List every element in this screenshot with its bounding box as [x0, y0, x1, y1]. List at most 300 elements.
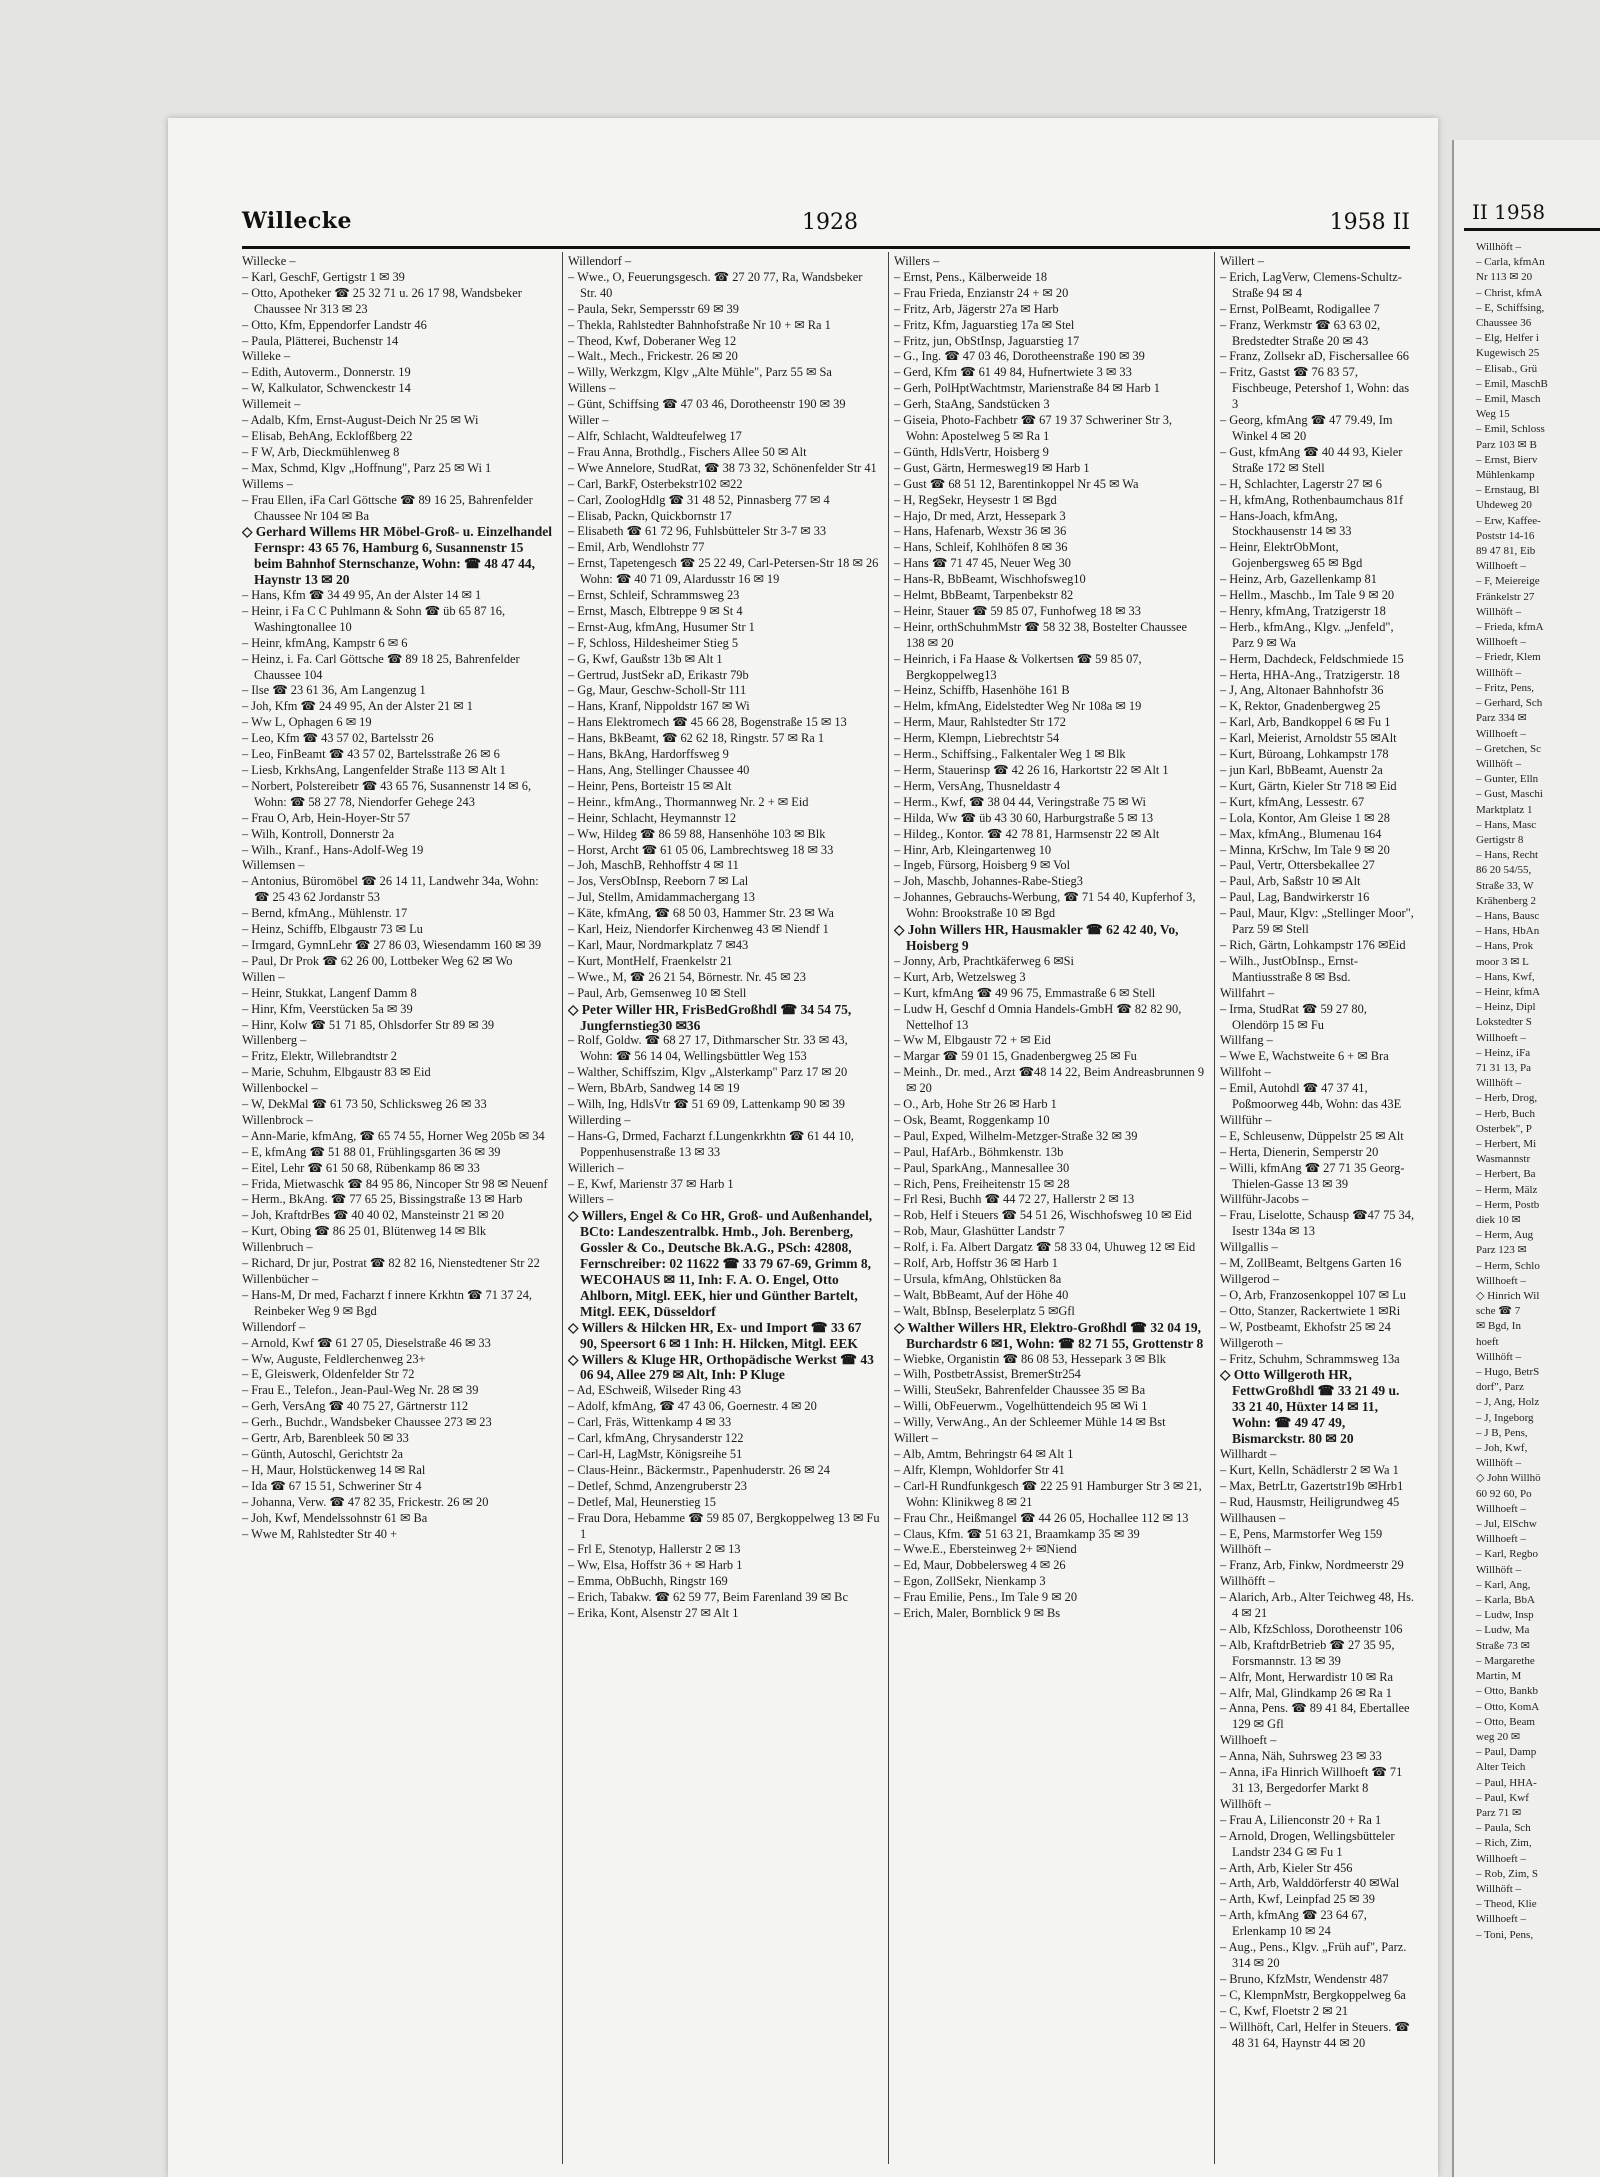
adjacent-entry: Wasmannstr: [1476, 1153, 1531, 1166]
directory-entry: – Anna, Pens. ☎ 89 41 84, Ebertallee 129 ✉ Gfl: [1220, 1701, 1410, 1732]
directory-entry: – Gertrud, JustSekr aD, Erikastr 79b: [568, 667, 749, 682]
adjacent-entry: – Gretchen, Sc: [1476, 742, 1542, 755]
directory-entry: – Fritz, Schuhm, Schrammsweg 13a: [1220, 1351, 1400, 1366]
adjacent-entry: sche ☎ 7: [1476, 1305, 1521, 1318]
directory-column-3: [894, 254, 1206, 2164]
directory-entry: – Gust ☎ 68 51 12, Barentinkoppel Nr 45 ✉ Wa: [894, 476, 1139, 491]
directory-entry: – J, Ang, Altonaer Bahnhofstr 36: [1220, 683, 1384, 698]
surname-heading: Willenbockel –: [242, 1081, 318, 1096]
directory-entry: – Eitel, Lehr ☎ 61 50 68, Rübenkamp 86 ✉ 33: [242, 1160, 480, 1175]
directory-entry: – Alfr, Schlacht, Waldteufelweg 17: [568, 428, 742, 443]
directory-entry: – Rich, Pens, Freiheitenstr 15 ✉ 28: [894, 1176, 1070, 1191]
directory-entry: – Karl, Meierist, Arnoldstr 55 ✉Alt: [1220, 731, 1397, 746]
adjacent-entry: – Erw, Kaffee-: [1476, 514, 1541, 527]
directory-entry: – Hajo, Dr med, Arzt, Hessepark 3: [894, 508, 1066, 523]
directory-entry: – Ww L, Ophagen 6 ✉ 19: [242, 715, 372, 730]
adjacent-entry: Nr 113 ✉ 20: [1476, 271, 1533, 284]
directory-entry: – Herm, VersAng, Thusneldastr 4: [894, 778, 1061, 793]
directory-entry: – Kurt, Büroang, Lohkampstr 178: [1220, 747, 1389, 762]
adjacent-entry: – Rob, Zim, S: [1476, 1867, 1539, 1880]
directory-entry: – Kurt, Obing ☎ 86 25 01, Blütenweg 14 ✉ Blk: [242, 1224, 487, 1239]
adjacent-entry: – Elg, Helfer i: [1476, 332, 1539, 345]
directory-entry: – Hans, Kfm ☎ 34 49 95, An der Alster 14 ✉ 1: [242, 588, 482, 603]
directory-entry: – Ernst-Aug, kfmAng, Husumer Str 1: [568, 619, 755, 634]
directory-entry: – H, Schlachter, Lagerstr 27 ✉ 6: [1220, 476, 1382, 491]
adjacent-entry: – Jul, ElSchw: [1476, 1518, 1537, 1531]
directory-entry: – Ww M, Elbgaustr 72 + ✉ Eid: [894, 1033, 1051, 1048]
directory-entry: – Ernst, Tapetengesch ☎ 25 22 49, Carl-Petersen-Str 18 ✉ 26 Wohn: ☎ 40 71 09, Alardusstr 16 ✉ 19: [568, 556, 879, 587]
adjacent-entry: ◇ Hinrich Wil: [1476, 1290, 1540, 1303]
adjacent-entry: – Hans, Bausc: [1476, 909, 1540, 922]
directory-entry: – jun Karl, BbBeamt, Auenstr 2a: [1220, 763, 1383, 777]
adjacent-entry: Willhöft –: [1476, 1457, 1522, 1470]
directory-entry: – Hans-M, Dr med, Facharzt f innere Krkhtn ☎ 71 37 24, Reinbeker Weg 9 ✉ Bgd: [242, 1287, 533, 1318]
directory-entry: – Herm., BkAng. ☎ 77 65 25, Bissingstraße 13 ✉ Harb: [242, 1192, 523, 1207]
directory-entry: – Hellm., Maschb., Im Tale 9 ✉ 20: [1220, 588, 1395, 603]
adjacent-entry: – Paula, Sch: [1476, 1822, 1531, 1835]
directory-entry: – Gertr, Arb, Barenbleek 50 ✉ 33: [242, 1431, 409, 1446]
directory-entry: – Franz, Zollsekr aD, Fischersallee 66: [1220, 349, 1409, 364]
directory-entry: – Liesb, KrkhsAng, Langenfelder Straße 113 ✉ Alt 1: [242, 763, 506, 777]
directory-entry: – Max, kfmAng., Blumenau 164: [1220, 826, 1382, 841]
directory-entry: – Adolf, kfmAng, ☎ 47 43 06, Goernestr. 4 ✉ 20: [568, 1399, 817, 1414]
adjacent-entry: Parz 103 ✉ B: [1476, 438, 1537, 451]
adjacent-entry: diek 10 ✉: [1476, 1214, 1521, 1226]
directory-entry: – Henry, kfmAng, Tratzigerstr 18: [1220, 603, 1386, 618]
directory-entry: – Arth, Kwf, Leinpfad 25 ✉ 39: [1220, 1892, 1375, 1907]
directory-entry: – Alfr, Mont, Herwardistr 10 ✉ Ra: [1220, 1669, 1394, 1684]
directory-entry: – Hinr, Kolw ☎ 51 71 85, Ohlsdorfer Str 89 ✉ 39: [242, 1017, 495, 1032]
directory-entry: – Alfr, Mal, Glindkamp 26 ✉ Ra 1: [1220, 1685, 1392, 1700]
directory-entry: – Ludw H, Geschf d Omnia Handels-GmbH ☎ 82 82 90, Nettelhof 13: [894, 1001, 1182, 1032]
surname-heading: Willers –: [894, 254, 940, 268]
surname-heading: Willerding –: [568, 1112, 631, 1127]
adjacent-entry: – Ernstaug, Bl: [1476, 484, 1540, 497]
directory-entry: ◇ Willers & Hilcken HR, Ex- und Import ☎ 33 67 90, Speersort 6 ✉ 1 Inh: H. Hilcken, Mitgl. EEK: [568, 1319, 862, 1351]
directory-entry: – E, Gleiswerk, Oldenfelder Str 72: [242, 1367, 415, 1382]
adjacent-entry: Willhöft –: [1476, 241, 1522, 253]
directory-entry: – H, Maur, Holstückenweg 14 ✉ Ral: [242, 1462, 426, 1477]
surname-heading: Willhöfft –: [1220, 1574, 1275, 1589]
adjacent-entry: Willhoeft –: [1476, 1913, 1526, 1926]
directory-entry: – Wwe., O, Feuerungsgesch. ☎ 27 20 77, Ra, Wandsbeker Str. 40: [568, 269, 863, 300]
directory-entry: – Kurt, kfmAng, Lessestr. 67: [1220, 794, 1365, 809]
directory-entry: – Helm, kfmAng, Eidelstedter Weg Nr 108a ✉ 19: [894, 699, 1142, 714]
directory-entry: ◇ Willers & Kluge HR, Orthopädische Werkst ☎ 43 06 94, Allee 279 ✉ Alt, Inh: P Kluge: [568, 1351, 874, 1383]
directory-entry: – Paula, Plätterei, Buchenstr 14: [242, 333, 399, 348]
directory-entry: – Detlef, Mal, Heunerstieg 15: [568, 1494, 716, 1509]
directory-entry: – Wwe., M, ☎ 26 21 54, Börnestr. Nr. 45 ✉ 23: [568, 969, 806, 984]
directory-entry: – Frl Resi, Buchh ☎ 44 72 27, Hallerstr 2 ✉ 13: [894, 1192, 1135, 1207]
surname-heading: Willhöft –: [1220, 1796, 1271, 1811]
surname-heading: Willhoeft –: [1220, 1733, 1277, 1748]
adjacent-entry: Poststr 14-16: [1476, 529, 1535, 542]
adjacent-entry: Willhoeft –: [1476, 560, 1526, 573]
adjacent-entry: – Emil, Schloss: [1476, 423, 1545, 436]
directory-entry: – Ad, ESchweiß, Wilseder Ring 43: [568, 1383, 742, 1398]
adjacent-entry: Uhdeweg 20: [1476, 499, 1532, 512]
directory-entry: – Kurt, Kelln, Schädlerstr 2 ✉ Wa 1: [1220, 1462, 1399, 1477]
header-year-part: 1958 II: [1329, 210, 1410, 235]
adjacent-entry: Willhoeft –: [1476, 727, 1526, 740]
adjacent-entry: Willhoeft –: [1476, 636, 1526, 649]
directory-entry: – Frau A, Lilienconstr 20 + Ra 1: [1220, 1812, 1382, 1827]
directory-entry: – Wilh, PostbetrAssist, BremerStr254: [894, 1367, 1081, 1382]
surname-heading: Willfoht –: [1220, 1065, 1271, 1080]
directory-entry: – Franz, Werkmstr ☎ 63 63 02, Bredstedter Straße 20 ✉ 43: [1220, 317, 1381, 348]
directory-entry: – Frau Anna, Brothdlg., Fischers Allee 50 ✉ Alt: [568, 444, 807, 459]
adjacent-entry: Martin, M: [1476, 1670, 1522, 1683]
directory-entry: – Fritz, Arb, Jägerstr 27a ✉ Harb: [894, 301, 1059, 316]
directory-entry: – Hans, BkAng, Hardorffsweg 9: [568, 747, 729, 762]
directory-entry: – Osk, Beamt, Roggenkamp 10: [894, 1112, 1050, 1127]
directory-entry: – Carl-H Rundfunkgesch ☎ 22 25 91 Hamburger Str 3 ✉ 21, Wohn: Klinikweg 8 ✉ 21: [894, 1478, 1202, 1509]
directory-entry: – G., Ing. ☎ 47 03 46, Dorotheenstraße 190 ✉ 39: [894, 349, 1145, 364]
directory-entry: – Carl, ZoologHdlg ☎ 31 48 52, Pinnasberg 77 ✉ 4: [568, 492, 830, 507]
surname-heading: Willgeroth –: [1220, 1335, 1283, 1350]
directory-entry: – Frau Dora, Hebamme ☎ 59 85 07, Bergkoppelweg 13 ✉ Fu 1: [568, 1510, 880, 1541]
adjacent-entry: – Herb, Drog,: [1476, 1092, 1538, 1105]
directory-entry: – Willi, ObFeuerwm., Vogelhüttendeich 95 ✉ Wi 1: [894, 1399, 1148, 1414]
surname-heading: Willert –: [894, 1431, 938, 1446]
directory-entry: – Irma, StudRat ☎ 59 27 80, Olendörp 15 ✉ Fu: [1220, 1001, 1367, 1032]
directory-entry: – Hans, Schleif, Kohlhöfen 8 ✉ 36: [894, 540, 1068, 555]
directory-column-2: [568, 254, 880, 2164]
surname-heading: Willhardt –: [1220, 1446, 1277, 1461]
directory-entry: – Heinr, Schlacht, Heymannstr 12: [568, 810, 737, 825]
directory-entry: – Max, BetrLtr, Gazertstr19b ✉Hrb1: [1220, 1478, 1404, 1493]
directory-entry: – Paul, Maur, Klgv: „Stellinger Moor", Parz 59 ✉ Stell: [1220, 906, 1414, 937]
surname-heading: Willenbücher –: [242, 1272, 319, 1286]
adjacent-entry: Willhoeft –: [1476, 1852, 1526, 1865]
directory-entry: – Claus, Kfm. ☎ 51 63 21, Braamkamp 35 ✉ 39: [894, 1526, 1140, 1541]
directory-entry: – O, Arb, Franzosenkoppel 107 ✉ Lu: [1220, 1287, 1406, 1302]
directory-entry: ◇ Peter Willer HR, FrisBedGroßhdl ☎ 34 54 75, Jungfernstieg30 ✉36: [568, 1001, 852, 1033]
adjacent-entry: – Christ, kfmA: [1476, 286, 1543, 299]
directory-entry: – H, kfmAng, Rothenbaumchaus 81f: [1220, 492, 1404, 507]
directory-entry: ◇ Otto Willgeroth HR, FettwGroßhdl ☎ 33 21 49 u. 33 21 40, Hüxter 14 ✉ 11, Wohn: ☎ 49 47 49, Bismarckstr. 80 ✉ 20: [1220, 1367, 1400, 1447]
directory-entry: – G, Kwf, Gaußstr 13b ✉ Alt 1: [568, 651, 723, 666]
directory-entry: – Wilh, Ing, HdlsVtr ☎ 51 69 09, Lattenkamp 90 ✉ 39: [568, 1097, 846, 1112]
directory-entry: – Minna, KrSchw, Im Tale 9 ✉ 20: [1220, 842, 1390, 857]
directory-entry: – Wwe E, Wachstweite 6 + ✉ Bra: [1220, 1049, 1389, 1064]
directory-entry: – Rich, Gärtn, Lohkampstr 176 ✉Eid: [1220, 937, 1406, 952]
adjacent-entry: – Gunter, Elln: [1476, 773, 1539, 786]
surname-heading: Willfang –: [1220, 1033, 1273, 1048]
adjacent-entry: Lokstedter S: [1476, 1016, 1532, 1029]
directory-entry: – Wiebke, Organistin ☎ 86 08 53, Hessepark 3 ✉ Blk: [894, 1351, 1166, 1366]
directory-entry: – Fritz, Gastst ☎ 76 83 57, Fischbeuge, Petershof 1, Wohn: das 3: [1220, 365, 1410, 412]
adjacent-entry: – Hans, HbAn: [1476, 925, 1540, 938]
adjacent-entry: Marktplatz 1: [1476, 803, 1533, 816]
adjacent-entry: – Heinz, Dipl: [1476, 1001, 1536, 1014]
directory-entry: – Adalb, Kfm, Ernst-August-Deich Nr 25 ✉ Wi: [242, 413, 479, 428]
directory-entry: – Richard, Dr jur, Postrat ☎ 82 82 16, Nienstedtener Str 22: [242, 1256, 540, 1271]
directory-entry: – Rolf, Arb, Hoffstr 36 ✉ Harb 1: [894, 1256, 1058, 1271]
directory-entry: – Walt, BbInsp, Beselerplatz 5 ✉Gfl: [894, 1303, 1075, 1318]
directory-entry: – Elisab, BehAng, Ecklofßberg 22: [242, 428, 413, 443]
directory-entry: – E, Kwf, Marienstr 37 ✉ Harb 1: [568, 1176, 734, 1191]
directory-entry: – Hans, Kranf, Nippoldstr 167 ✉ Wi: [568, 699, 750, 714]
adjacent-entry: Straße 33, W: [1476, 879, 1534, 892]
directory-entry: – Carl, BarkF, Osterbekstr102 ✉22: [568, 476, 743, 491]
directory-entry: – Rolf, Goldw. ☎ 68 27 17, Dithmarscher Str. 33 ✉ 43, Wohn: ☎ 56 14 04, Wellingsbüttler Weg 153: [568, 1033, 848, 1064]
directory-entry: – Frau, Liselotte, Schausp ☎47 75 34, Isestr 134a ✉ 13: [1220, 1208, 1415, 1239]
adjacent-entry: Fränkelstr 27: [1476, 590, 1535, 603]
column-divider: [1214, 252, 1215, 2164]
directory-entry: – W, Postbeamt, Ekhofstr 25 ✉ 24: [1220, 1319, 1391, 1334]
directory-entry: – Thekla, Rahlstedter Bahnhofstraße Nr 10 + ✉ Ra 1: [568, 317, 831, 332]
directory-entry: – Heinz, i. Fa. Carl Göttsche ☎ 89 18 25, Bahrenfelder Chaussee 104: [242, 651, 520, 682]
adjacent-entry: 89 47 81, Eib: [1476, 545, 1536, 558]
directory-entry: – Herm, Dachdeck, Feldschmiede 15: [1220, 651, 1404, 666]
directory-entry: – Emil, Arb, Wendlohstr 77: [568, 540, 705, 555]
adjacent-entry: – Herm, Schlo: [1476, 1259, 1540, 1272]
directory-entry: – Wwe Annelore, StudRat, ☎ 38 73 32, Schönenfelder Str 41: [568, 460, 877, 475]
directory-entry: – Anna, iFa Hinrich Willhoeft ☎ 71 31 13, Bergedorfer Markt 8: [1220, 1765, 1403, 1795]
directory-entry: – Paul, Arb, Saßstr 10 ✉ Alt: [1220, 874, 1361, 889]
adjacent-entry: – Ernst, Bierv: [1476, 453, 1538, 466]
surname-heading: Willgallis –: [1220, 1240, 1278, 1255]
surname-heading: Willenbrock –: [242, 1112, 313, 1127]
adjacent-entry: – Gerhard, Sch: [1476, 697, 1543, 710]
adjacent-entry: – Hans, Kwf,: [1476, 970, 1535, 983]
directory-entry: – E, Schleusenw, Düppelstr 25 ✉ Alt: [1220, 1128, 1404, 1143]
directory-entry: – Wern, BbArb, Sandweg 14 ✉ 19: [568, 1081, 740, 1096]
directory-entry: – Emma, ObBuchh, Ringstr 169: [568, 1574, 728, 1589]
directory-entry: – Willi, kfmAng ☎ 27 71 35 Georg-Thielen-Gasse 13 ✉ 39: [1220, 1160, 1405, 1191]
surname-heading: Willgerod –: [1220, 1272, 1280, 1286]
surname-heading: Willer –: [568, 413, 609, 428]
directory-entry: – Emil, Autohdl ☎ 47 37 41, Poßmoorweg 44b, Wohn: das 43E: [1220, 1081, 1402, 1112]
adjacent-entry: ✉ Bgd, In: [1476, 1320, 1521, 1333]
directory-entry: – Lola, Kontor, Am Gleise 1 ✉ 28: [1220, 810, 1390, 825]
directory-entry: – Arth, Arb, Walddörferstr 40 ✉Wal: [1220, 1876, 1400, 1891]
directory-entry: – Ww, Auguste, Feldlerchenweg 23+: [242, 1351, 426, 1366]
directory-entry: – Frau Chr., Heißmangel ☎ 44 26 05, Hochallee 112 ✉ 13: [894, 1510, 1189, 1525]
adjacent-entry: – Ludw, Ma: [1476, 1624, 1530, 1637]
directory-entry: – Jul, Stellm, Amidammachergang 13: [568, 890, 755, 905]
directory-entry: – Georg, kfmAng ☎ 47 79.49, Im Winkel 4 ✉ 20: [1220, 413, 1393, 443]
directory-entry: – Frau Frieda, Enzianstr 24 + ✉ 20: [894, 285, 1069, 300]
directory-entry: – Günth, Autoschl, Gerichtstr 2a: [242, 1446, 404, 1461]
directory-entry: – Gerd, Kfm ☎ 61 49 84, Hufnertwiete 3 ✉ 33: [894, 365, 1132, 380]
directory-entry: – Arth, kfmAng ☎ 23 64 67, Erlenkamp 10 ✉ 24: [1220, 1908, 1367, 1939]
directory-entry: – Joh, Kwf, Mendelssohnstr 61 ✉ Ba: [242, 1510, 428, 1525]
directory-entry: – Hans Elektromech ☎ 45 66 28, Bogenstraße 15 ✉ 13: [568, 715, 847, 730]
adjacent-entry: – Rich, Zim,: [1476, 1837, 1532, 1850]
surname-heading: Willführ-Jacobs –: [1220, 1192, 1309, 1207]
directory-entry: – C, KlempnMstr, Bergkoppelweg 6a: [1220, 1987, 1406, 2002]
directory-entry: – Heinrich, i Fa Haase & Volkertsen ☎ 59 85 07, Bergkoppelweg13: [894, 651, 1142, 682]
adjacent-entry: – J B, Pens,: [1476, 1426, 1528, 1439]
directory-entry: – Heinr, Stukkat, Langenf Damm 8: [242, 985, 417, 1000]
directory-entry: – Ursula, kfmAng, Ohlstücken 8a: [894, 1272, 1062, 1286]
adjacent-entry: – Heinz, iFa: [1476, 1046, 1531, 1059]
adjacent-entry: – Otto, KomA: [1476, 1700, 1540, 1713]
surname-heading: Willendorf –: [242, 1319, 306, 1334]
directory-column-1: [242, 254, 554, 2164]
adjacent-header-rule: [1464, 228, 1600, 231]
adjacent-entry: – F, Meiereige: [1476, 575, 1540, 588]
adjacent-entry: – Frieda, kfmA: [1476, 621, 1544, 634]
directory-entry: – Otto, Apotheker ☎ 25 32 71 u. 26 17 98, Wandsbeker Chaussee Nr 313 ✉ 23: [242, 285, 522, 316]
adjacent-entry: – Hans, Prok: [1476, 940, 1534, 953]
directory-entry: – M, ZollBeamt, Beltgens Garten 16: [1220, 1256, 1402, 1271]
adjacent-page-header: II 1958: [1472, 200, 1546, 224]
directory-entry: – Norbert, Polstereibetr ☎ 43 65 76, Susannenstr 14 ✉ 6, Wohn: ☎ 58 27 78, Niendorfer Gehege 243: [242, 778, 532, 809]
adjacent-entry: – Elisab., Grü: [1476, 362, 1538, 375]
adjacent-entry: Willhoeft –: [1476, 1533, 1526, 1546]
surname-heading: Willemsen –: [242, 858, 305, 873]
directory-entry: – Ed, Maur, Dobbelersweg 4 ✉ 26: [894, 1558, 1066, 1573]
adjacent-entry: Parz 71 ✉: [1476, 1806, 1522, 1819]
directory-entry: – Hans-Joach, kfmAng, Stockhausenstr 14 ✉ 33: [1220, 508, 1352, 539]
adjacent-entry: – Karla, BbA: [1476, 1594, 1535, 1607]
directory-entry: – Max, Schmd, Klgv „Hoffnung", Parz 25 ✉ Wi 1: [242, 460, 492, 475]
directory-entry: – Paula, Sekr, Sempersstr 69 ✉ 39: [568, 301, 739, 316]
directory-entry: – Heinr, orthSchuhmMstr ☎ 58 32 38, Bostelter Chaussee 138 ✉ 20: [894, 619, 1188, 650]
directory-entry: – Karl, Arb, Bandkoppel 6 ✉ Fu 1: [1220, 715, 1391, 730]
directory-entry: – Frl E, Stenotyp, Hallerstr 2 ✉ 13: [568, 1542, 741, 1557]
adjacent-entry: Willhöft –: [1476, 1350, 1522, 1363]
directory-entry: – Karl, GeschF, Gertigstr 1 ✉ 39: [242, 269, 405, 284]
directory-entry: – Frau Ellen, iFa Carl Göttsche ☎ 89 16 25, Bahrenfelder Chaussee Nr 104 ✉ Ba: [242, 492, 533, 523]
surname-heading: Willhausen –: [1220, 1510, 1286, 1525]
adjacent-entry: Gertigstr 8: [1476, 833, 1524, 846]
directory-entry: – Günt, Schiffsing ☎ 47 03 46, Dorotheenstr 190 ✉ 39: [568, 397, 846, 412]
directory-entry: – W, DekMal ☎ 61 73 50, Schlicksweg 26 ✉ 33: [242, 1097, 487, 1112]
adjacent-entry: – J, Ingeborg: [1476, 1411, 1534, 1424]
directory-entry: – Theod, Kwf, Doberaner Weg 12: [568, 333, 737, 348]
directory-entry: – Fritz, jun, ObStInsp, Jaguarstieg 17: [894, 333, 1080, 348]
adjacent-entry: Parz 334 ✉: [1476, 712, 1527, 725]
directory-entry: – Kurt, MontHelf, Fraenkelstr 21: [568, 953, 733, 968]
directory-entry: – Erika, Kont, Alsenstr 27 ✉ Alt 1: [568, 1606, 739, 1621]
directory-entry: – K, Rektor, Gnadenbergweg 25: [1220, 699, 1381, 714]
directory-entry: – Kurt, Arb, Wetzelsweg 3: [894, 969, 1026, 984]
directory-entry: – Hans-G, Drmed, Facharzt f.Lungenkrkhtn ☎ 61 44 10, Poppenhusenstraße 13 ✉ 33: [568, 1128, 854, 1159]
directory-entry: – Detlef, Schmd, Anzengruberstr 23: [568, 1478, 747, 1493]
adjacent-entry: hoeft: [1476, 1335, 1499, 1348]
directory-entry: – Herm., Kwf, ☎ 38 04 44, Veringstraße 75 ✉ Wi: [894, 794, 1146, 809]
directory-entry: – Elisab, Packn, Quickbornstr 17: [568, 508, 732, 523]
adjacent-entry: Willhoeft –: [1476, 1031, 1526, 1044]
directory-entry: – Alb, Amtm, Behringstr 64 ✉ Alt 1: [894, 1446, 1074, 1461]
directory-entry: – Carl-H, LagMstr, Königsreihe 51: [568, 1446, 743, 1461]
adjacent-entry: – Carla, kfmAn: [1476, 256, 1545, 269]
adjacent-entry: – Toni, Pens,: [1476, 1928, 1534, 1941]
directory-entry: – Claus-Heinr., Bäckermstr., Papenhuderstr. 26 ✉ 24: [568, 1462, 830, 1477]
directory-entry: – Hinr, Arb, Kleingartenweg 10: [894, 842, 1052, 857]
directory-entry: – Herta, HHA-Ang., Tratzigerstr. 18: [1220, 667, 1400, 682]
directory-entry: – Otto, Kfm, Eppendorfer Landstr 46: [242, 317, 427, 332]
adjacent-entry: – Hans, Recht: [1476, 849, 1539, 862]
directory-entry: – Paul, Arb, Gemsenweg 10 ✉ Stell: [568, 985, 747, 1000]
adjacent-entry: – Herbert, Ba: [1476, 1168, 1536, 1181]
directory-entry: – Paul, Vertr, Ottersbekallee 27: [1220, 858, 1375, 873]
adjacent-entry: – Heinr, kfmA: [1476, 985, 1541, 998]
directory-entry: – Gerh., Buchdr., Wandsbeker Chaussee 273 ✉ 23: [242, 1415, 492, 1430]
adjacent-entry: moor 3 ✉ L: [1476, 955, 1529, 968]
directory-entry: – F, Schloss, Hildesheimer Stieg 5: [568, 635, 739, 650]
adjacent-page-column: [1476, 240, 1600, 1943]
adjacent-entry: – Gust, Maschi: [1476, 788, 1543, 801]
page-number: 1928: [802, 210, 858, 235]
adjacent-entry: Willhöft –: [1476, 666, 1522, 679]
adjacent-entry: Straße 73 ✉: [1476, 1639, 1530, 1652]
directory-entry: – Willhöft, Carl, Helfer in Steuers. ☎ 48 31 64, Haynstr 44 ✉ 20: [1220, 2019, 1410, 2050]
directory-entry: ◇ Willers, Engel & Co HR, Groß- und Außenhandel, BCto: Landeszentralbk. Hmb., Joh. Berenberg, Gossler & Co., Deutsche Bk.A.G., PSch: 42808, Fernschreiber: 02 11622 ☎ 33 79 67-69, Grimm 8, WECOHAUS ✉ 11, Inh: F. A. O. Engel, Otto Ahlborn, Mitgl. EEK, hier und Günther Bartelt, Mitgl. EEK, Düsseldorf: [568, 1208, 873, 1319]
directory-entry: – C, Kwf, Floetstr 2 ✉ 21: [1220, 2003, 1349, 2018]
surname-heading: Willert –: [1220, 254, 1264, 268]
directory-entry: – Heinr, Pens, Borteistr 15 ✉ Alt: [568, 778, 732, 793]
directory-entry: ◇ Walther Willers HR, Elektro-Großhdl ☎ 32 04 19, Burchardstr 6 ✉1, Wohn: ☎ 82 71 55, Grottenstr 8: [894, 1319, 1204, 1351]
adjacent-entry: – Herm, Mälz: [1476, 1183, 1538, 1196]
directory-entry: – Irmgard, GymnLehr ☎ 27 86 03, Wiesendamm 160 ✉ 39: [242, 937, 542, 952]
directory-entry: – Erich, Maler, Bornblick 9 ✉ Bs: [894, 1606, 1061, 1621]
adjacent-entry: dorf", Parz: [1476, 1381, 1524, 1394]
directory-entry: – E, Pens, Marmstorfer Weg 159: [1220, 1526, 1383, 1541]
directory-entry: – Erich, LagVerw, Clemens-Schultz-Straße 94 ✉ 4: [1220, 269, 1402, 300]
directory-entry: – Heinr, ElektrObMont, Gojenbergsweg 65 ✉ Bgd: [1220, 540, 1363, 571]
adjacent-entry: Weg 15: [1476, 408, 1510, 421]
adjacent-entry: – Margarethe: [1476, 1654, 1535, 1667]
directory-entry: – Kurt, kfmAng ☎ 49 96 75, Emmastraße 6 ✉ Stell: [894, 985, 1156, 1000]
directory-entry: – Johanna, Verw. ☎ 47 82 35, Frickestr. 26 ✉ 20: [242, 1494, 489, 1509]
directory-entry: – Herb., kfmAng., Klgv. „Jenfeld", Parz 9 ✉ Wa: [1220, 619, 1394, 650]
adjacent-entry: – Emil, Masch: [1476, 393, 1541, 406]
surname-heading: Willeke –: [242, 349, 291, 364]
adjacent-entry: – Joh, Kwf,: [1476, 1442, 1528, 1455]
adjacent-entry: Alter Teich: [1476, 1761, 1526, 1774]
adjacent-entry: Parz 123 ✉: [1476, 1244, 1527, 1257]
directory-entry: – Hildeg., Kontor. ☎ 42 78 81, Harmsenstr 22 ✉ Alt: [894, 826, 1160, 841]
directory-entry: – Johannes, Gebrauchs-Werbung, ☎ 71 54 40, Kupferhof 3, Wohn: Brookstraße 10 ✉ Bgd: [894, 890, 1196, 921]
directory-entry: – Hilda, Ww ☎ üb 43 30 60, Harburgstraße 5 ✉ 13: [894, 810, 1154, 825]
surname-heading: Willemeit –: [242, 397, 301, 412]
directory-entry: – Walther, Schiffszim, Klgv „Alsterkamp" Parz 17 ✉ 20: [568, 1065, 848, 1080]
adjacent-entry: Willhöft –: [1476, 757, 1522, 770]
directory-entry: – Otto, Stanzer, Rackertwiete 1 ✉Ri: [1220, 1303, 1401, 1318]
directory-entry: – Jos, VersObInsp, Reeborn 7 ✉ Lal: [568, 874, 749, 889]
surname-heading: Willens –: [568, 381, 616, 396]
directory-entry: – Arth, Arb, Kieler Str 456: [1220, 1860, 1353, 1875]
directory-entry: – Ann-Marie, kfmAng, ☎ 65 74 55, Horner Weg 205b ✉ 34: [242, 1128, 545, 1143]
directory-entry: – Fritz, Elektr, Willebrandtstr 2: [242, 1049, 398, 1064]
directory-entry: – Rolf, i. Fa. Albert Dargatz ☎ 58 33 04, Uhuweg 12 ✉ Eid: [894, 1240, 1196, 1255]
directory-entry: – Bernd, kfmAng., Mühlenstr. 17: [242, 906, 408, 921]
directory-column-4: [1220, 254, 1415, 2164]
directory-entry: – Walt., Mech., Frickestr. 26 ✉ 20: [568, 349, 738, 364]
directory-entry: – Käte, kfmAng, ☎ 68 50 03, Hammer Str. 23 ✉ Wa: [568, 906, 834, 921]
adjacent-entry: Mühlenkamp: [1476, 469, 1535, 482]
directory-entry: – Arnold, Kwf ☎ 61 27 05, Dieselstraße 46 ✉ 33: [242, 1335, 491, 1350]
directory-entry: – Franz, Arb, Finkw, Nordmeerstr 29: [1220, 1558, 1404, 1573]
directory-entry: – Aug., Pens., Klgv. „Früh auf", Parz. 314 ✉ 20: [1220, 1940, 1407, 1970]
directory-entry: – Paul, Dr Prok ☎ 62 26 00, Lottbeker Weg 62 ✉ Wo: [242, 953, 513, 968]
surname-heading: Willenberg –: [242, 1033, 307, 1048]
directory-entry: – Willy, VerwAng., An der Schleemer Mühle 14 ✉ Bst: [894, 1415, 1166, 1430]
directory-entry: – Gerh, VersAng ☎ 40 75 27, Gärtnerstr 112: [242, 1399, 469, 1414]
directory-entry: – H, RegSekr, Heysestr 1 ✉ Bgd: [894, 492, 1057, 507]
adjacent-entry: 71 31 13, Pa: [1476, 1061, 1531, 1074]
adjacent-entry: – Friedr, Klem: [1476, 651, 1541, 664]
adjacent-entry: – Otto, Bankb: [1476, 1685, 1539, 1698]
directory-entry: – Ilse ☎ 23 61 36, Am Langenzug 1: [242, 683, 426, 698]
directory-entry: – Herm, Klempn, Liebrechtstr 54: [894, 731, 1060, 746]
directory-entry: – Rud, Hausmstr, Heiligrundweg 45: [1220, 1494, 1400, 1509]
